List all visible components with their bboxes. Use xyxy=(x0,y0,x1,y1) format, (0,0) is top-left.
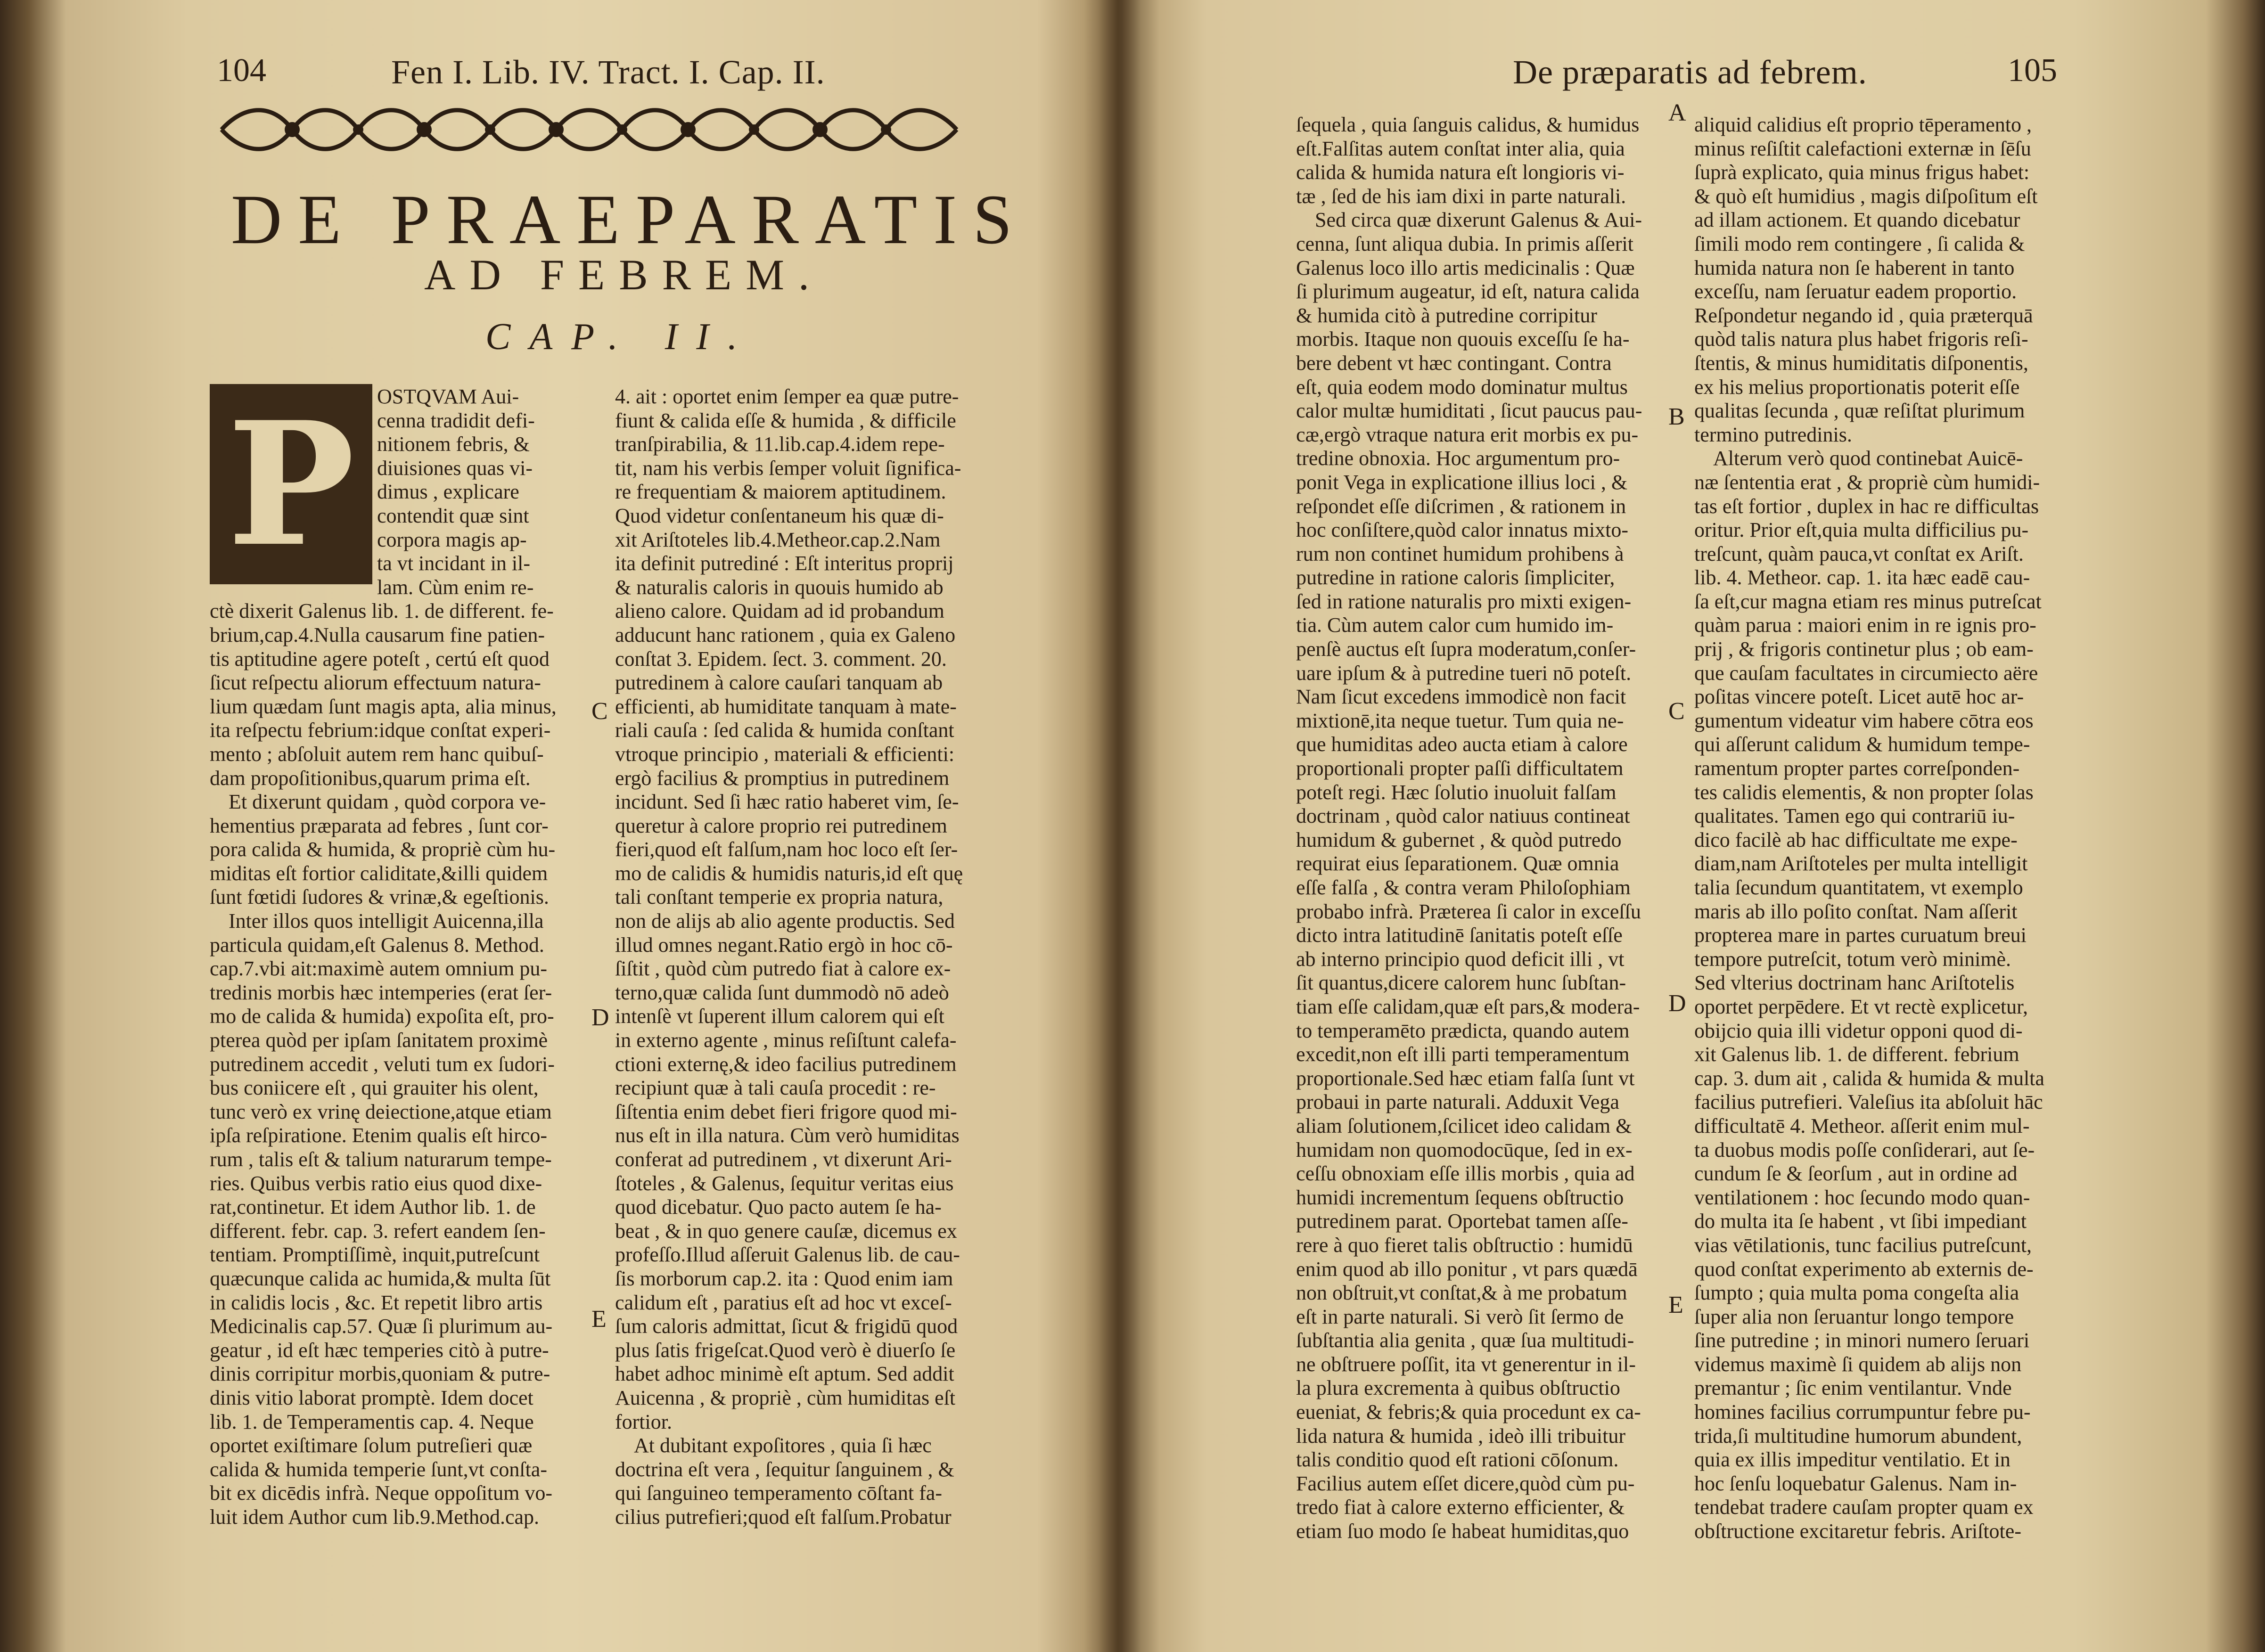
text-line: xit Galenus lib. 1. de different. febrium xyxy=(1694,1043,2019,1066)
text-line: ſequela , quia ſanguis calidus, & humidus xyxy=(1296,113,1640,136)
text-line: geatur , id eſt hæc temperies citò à putre- xyxy=(210,1338,549,1362)
text-line: ſumpto ; quia multa poma congeſta alia xyxy=(1694,1281,2019,1305)
text-line: re frequentiam & maiorem aptitudinem. xyxy=(615,480,946,504)
text-line: cap. 3. dum ait , calida & humida & multa xyxy=(1694,1066,2044,1090)
text-line: qualitates. Tamen ego qui contrariū iu- xyxy=(1694,804,2015,828)
text-line: poſitas vincere poteſt. Licet autē hoc ar- xyxy=(1694,685,2024,709)
margin-letter-c: C xyxy=(591,698,608,725)
text-line: ſubſtantia alia genita , quæ ſua multitudi- xyxy=(1296,1329,1634,1352)
chapter-title: DE PRAEPARATIS xyxy=(231,180,1028,259)
text-line: trida,ſi multitudine humorum abundent, xyxy=(1694,1424,2022,1448)
text-line: putredine in ratione caloris ſimpliciter, xyxy=(1296,566,1615,589)
text-line: ex his melius proportionatis poterit eſſe xyxy=(1694,375,2020,399)
text-line: rat,continetur. Et idem Author lib. 1. de xyxy=(210,1195,536,1219)
left-page-column-1 xyxy=(210,385,587,1529)
text-line: lib. 4. Metheor. cap. 1. ita hæc eadē cau- xyxy=(1694,566,2030,589)
text-line: ſtentis, & minus humiditatis diſponentis, xyxy=(1694,351,2028,375)
text-line: Sed circa quæ dixerunt Galenus & Aui- xyxy=(1315,208,1642,232)
text-line: At dubitant expoſitores , quia ſi hæc xyxy=(634,1434,932,1457)
text-line: conſtat 3. Epidem. ſect. 3. comment. 20. xyxy=(615,647,947,671)
text-line: Alterum verò quod continebat Auicē- xyxy=(1713,447,2023,470)
text-line: vtroque principio , materiali & efficienti: xyxy=(615,742,955,766)
text-line: in calidis locis , &c. Et repetit libro artis xyxy=(210,1291,543,1314)
text-line: OSTQVAM Aui- xyxy=(377,385,519,408)
text-line: poteſt regi. Hæc ſolutio inuoluit falſam xyxy=(1296,780,1617,804)
text-line: ta duobus modis poſſe conſiderari, aut ſe- xyxy=(1694,1138,2035,1161)
right-page-column-1 xyxy=(1296,113,1666,1544)
text-line: ſiſtit , quòd cùm putredo fiat à calore ex- xyxy=(615,957,951,981)
text-line: ergò facilius & promptius in putredinem xyxy=(615,766,950,790)
text-line: difficultatē 4. Metheor. aſſerit enim mul- xyxy=(1694,1114,2030,1137)
text-line: tes calidis elementis, & non propter ſolas xyxy=(1694,780,2034,804)
text-line: nitionem febris, & xyxy=(377,433,530,456)
text-line: facilius putrefieri. Valeſius ita abſoluit hāc xyxy=(1694,1090,2043,1114)
text-line: premantur ; ſic enim ventilantur. Vnde xyxy=(1694,1376,2012,1400)
text-line: tiam eſſe calidam,quæ eſt pars,& modera- xyxy=(1296,995,1640,1018)
text-line: reſpondet eſſe diſcrimen , & rationem in xyxy=(1296,494,1626,518)
text-line: & humida citò à putredine corripitur xyxy=(1296,303,1598,327)
text-line: eueniat, & febris;& quia procedunt ex ca- xyxy=(1296,1400,1641,1424)
text-line: lam. Cùm enim re- xyxy=(377,575,534,599)
text-line: bere debent vt hæc contingant. Contra xyxy=(1296,351,1612,375)
text-line: que humiditas adeo aucta etiam à calore xyxy=(1296,733,1628,756)
text-line: ſicut reſpectu aliorum effectuum natura- xyxy=(210,671,541,695)
text-line: calidum eſt , paratius eſt ad hoc vt exceſ- xyxy=(615,1291,952,1314)
right-page xyxy=(1122,0,2265,1652)
text-line: putredinem parat. Oportebat tamen aſſe- xyxy=(1296,1210,1628,1233)
text-line: recipiunt quæ à tali cauſa procedit : re- xyxy=(615,1076,936,1100)
text-line: rere à quo fieret talis obſtructio : humidū xyxy=(1296,1233,1633,1257)
text-line: putredinem accedit , veluti tum ex ſudori- xyxy=(210,1052,555,1076)
text-line: ad illam actionem. Et quando dicebatur xyxy=(1694,208,2020,232)
text-line: tentiam. Promptiſſimè, inquit,putreſcunt xyxy=(210,1243,540,1267)
text-line: calida & humida temperie ſunt,vt conſta- xyxy=(210,1457,547,1481)
text-line: incidunt. Sed ſi hæc ratio haberet vim, ſe- xyxy=(615,790,959,814)
text-line: illud omnes negant.Ratio ergò in hoc cō- xyxy=(615,933,953,957)
text-line: lida natura & humida , ideò illi tribuitur xyxy=(1296,1424,1625,1448)
page-number-right: 105 xyxy=(2008,52,2057,89)
text-line: lib. 1. de Temperamentis cap. 4. Neque xyxy=(210,1410,534,1433)
text-line: prij , & frigoris continetur plus ; ob eam- xyxy=(1694,638,2034,661)
text-line: treſcunt, quàm pauca,vt conſtat ex Ariſt. xyxy=(1694,542,2024,565)
text-line: propterea mare in partes curuatum breui xyxy=(1694,924,2027,947)
text-line: exceſſu, nam ſeruatur eadem proportio. xyxy=(1694,280,2017,303)
text-line: Quod videtur conſentaneum his quæ di- xyxy=(615,504,944,527)
text-line: doctrina eſt vera , ſequitur ſanguinem , & xyxy=(615,1457,954,1481)
right-page-column-2 xyxy=(1694,113,2052,1544)
text-line: rum , talis eſt & talium naturarum tempe- xyxy=(210,1148,552,1171)
text-line: ſum caloris admittat, ſicut & frigidū quod xyxy=(615,1315,958,1338)
text-line: ſunt fœtidi ſudores & vrinæ,& egeſtionis. xyxy=(210,885,549,909)
text-line: uare ipſum & à putredine tueri nō poteſt. xyxy=(1296,661,1632,685)
text-line: ponit Vega in explicatione illius loci , & xyxy=(1296,470,1628,494)
text-line: intenſè vt ſuperent illum calorem qui eſt xyxy=(615,1005,944,1028)
text-line: ſed in ratione naturalis pro mixti exigen- xyxy=(1296,589,1632,613)
text-line: xit Ariſtoteles lib.4.Metheor.cap.2.Nam xyxy=(615,528,941,551)
text-line: fieri,quod eſt falſum,nam hoc loco eſt ſer- xyxy=(615,838,958,861)
text-line: quod dicebatur. Quo pacto autem ſe ha- xyxy=(615,1195,942,1219)
text-line: fortior. xyxy=(615,1410,672,1433)
text-line: non de alijs ab alio agente productis. Sed xyxy=(615,909,955,933)
text-line: qui aſſerunt calidum & humidum tempe- xyxy=(1694,733,2030,756)
text-line: doctrinam , quòd calor natiuus contineat xyxy=(1296,804,1630,828)
text-line: in externo agente , minus reſiſtunt calefa- xyxy=(615,1029,957,1052)
text-line: rum non continet humidum prohibens à xyxy=(1296,542,1624,565)
text-line: dinis corripitur morbis,quoniam & putre- xyxy=(210,1362,550,1386)
text-line: profeſſo.Illud aſſeruit Galenus lib. de cau- xyxy=(615,1243,960,1267)
text-line: calor multæ humiditati , ſicut paucus pau- xyxy=(1296,399,1642,423)
text-line: humida natura non ſe haberent in tanto xyxy=(1694,256,2015,279)
text-line: tas eſt fortior , duplex in hac re difficultas xyxy=(1694,494,2039,518)
text-line: dicto intra latitudinē ſanitatis poteſt eſſe xyxy=(1296,924,1623,947)
page-number-left: 104 xyxy=(217,52,266,89)
text-line: miditas eſt fortior caliditate,&illi quidem xyxy=(210,861,548,885)
text-line: ſa eſt,cur magna etiam res minus putreſcat xyxy=(1694,589,2042,613)
text-line: calida & humida natura eſt longioris vi- xyxy=(1296,161,1625,184)
margin-letter-a: A xyxy=(1668,99,1686,126)
text-line: quàm parua : maiori enim in re ignis pro- xyxy=(1694,613,2036,637)
text-line: vias vētilationis, tunc facilius putreſcunt, xyxy=(1694,1233,2032,1257)
text-line: probaui in parte naturali. Adduxit Vega xyxy=(1296,1090,1619,1114)
text-line: cap.7.vbi ait:maximè autem omnium pu- xyxy=(210,957,548,981)
text-line: nus eſt in illa natura. Cùm verò humiditas xyxy=(615,1124,960,1147)
text-line: habet adhoc minimè eſt aptum. Sed addit xyxy=(615,1362,954,1386)
text-line: corpora magis ap- xyxy=(377,528,527,551)
text-line: que cauſam facultates in circumiecto aëre xyxy=(1694,661,2038,685)
margin-letter-c-right: C xyxy=(1668,698,1685,725)
text-line: alieno calore. Quidam ad id probandum xyxy=(615,599,944,623)
text-line: ctioni externę,& ideo facilius putredinem xyxy=(615,1052,957,1076)
text-line: eſſe falſa , & contra veram Philoſophiam xyxy=(1296,876,1631,899)
text-line: tredo fiat à calore externo efficienter, & xyxy=(1296,1496,1625,1519)
text-line: quia ex illis impeditur ventilatio. Et in xyxy=(1694,1448,2011,1472)
text-line: talia ſecundum quantitatem, vt exemplo xyxy=(1694,876,2023,899)
text-line: terno,quæ calida ſunt dummodò nō adeò xyxy=(615,981,949,1004)
text-line: Reſpondetur negando id , quia præterquā xyxy=(1694,303,2033,327)
text-line: ipſa reſpiratione. Etenim qualis eſt hirco- xyxy=(210,1124,547,1147)
text-line: diam,nam Ariſtoteles per multa intelligit xyxy=(1694,852,2028,875)
text-line: penſè auctus eſt ſupra moderatum,conſer- xyxy=(1296,638,1636,661)
text-line: quæcunque calida ac humida,& multa ſūt xyxy=(210,1267,551,1290)
text-line: enim quod ab illo ponitur , vt pars quædā xyxy=(1296,1257,1638,1281)
text-line: pterea quòd per ipſam ſanitatem proximè xyxy=(210,1029,548,1052)
text-line: cæ,ergò vtraque natura erit morbis ex pu- xyxy=(1296,423,1639,446)
chapter-subtitle: AD FEBREM. xyxy=(424,251,823,299)
text-line: tendebat tradere cauſam propter quam ex xyxy=(1694,1496,2034,1519)
text-line: qui ſanguineo temperamento cōſtant fa- xyxy=(615,1481,942,1505)
text-line: queretur à calore proprio rei putredinem xyxy=(615,814,947,837)
text-line: 4. ait : oportet enim ſemper ea quæ putre- xyxy=(615,385,959,408)
text-line: homines facilius corrumpuntur febre pu- xyxy=(1694,1400,2031,1424)
text-line: brium,cap.4.Nulla causarum fine patien- xyxy=(210,623,545,646)
text-line: tunc verò ex vrinę deiectione,atque etiam xyxy=(210,1100,552,1123)
text-line: ita reſpectu febrium:idque conſtat experi- xyxy=(210,719,551,742)
text-line: ſtoteles , & Galenus, ſequitur veritas eius xyxy=(615,1171,954,1195)
text-line: mo de calidis & humidis naturis,id eſt quę xyxy=(615,861,963,885)
text-line: ventilationem : hoc ſecundo modo quan- xyxy=(1694,1186,2030,1209)
text-line: ſi plurimum augeatur, id eſt, natura calida xyxy=(1296,280,1640,303)
decorated-initial-letter: P xyxy=(227,384,355,584)
text-line: obſtructione excitaretur febris. Ariſtote- xyxy=(1694,1520,2021,1543)
text-line: pora calida & humida, & propriè cùm hu- xyxy=(210,838,556,861)
text-line: oportet perpēdere. Et vt rectè explicetur, xyxy=(1694,995,2028,1018)
margin-letter-b: B xyxy=(1668,403,1685,430)
text-line: different. febr. cap. 3. refert eandem ſen- xyxy=(210,1219,546,1243)
text-line: oportet exiſtimare ſolum putreſieri quæ xyxy=(210,1434,533,1457)
text-line: mixtionē,ita neque tuetur. Tum quia ne- xyxy=(1296,709,1624,732)
margin-letter-e: E xyxy=(591,1306,607,1333)
text-line: Nam ſicut excedens immodicè non facit xyxy=(1296,685,1626,709)
text-line: morbis. Itaque non quouis exceſſu ſe ha- xyxy=(1296,327,1630,351)
text-line: cenna, ſunt aliqua dubia. In primis aſſerit xyxy=(1296,232,1634,255)
text-line: particula quidam,eſt Galenus 8. Method. xyxy=(210,933,544,957)
text-line: fiunt & calida eſſe & humida , & difficile xyxy=(615,409,956,432)
text-line: ne obſtruere poſſit, ita vt generentur in il- xyxy=(1296,1352,1636,1376)
text-line: to temperamēto prædicta, quando autem xyxy=(1296,1019,1630,1042)
text-line: mo de calida & humida) expoſita eſt, pro- xyxy=(210,1005,554,1028)
text-line: dinis vitio laborat promptè. Idem docet xyxy=(210,1386,533,1409)
text-line: mento ; abſoluit autem rem hanc quibuſ- xyxy=(210,742,544,766)
text-line: la plura excrementa à quibus obſtructio xyxy=(1296,1376,1620,1400)
text-line: etiam ſuo modo ſe habeat humiditas,quo xyxy=(1296,1520,1629,1543)
text-line: ab interno principio quod deficit illi , vt xyxy=(1296,947,1625,971)
text-line: efficienti, ab humiditate tanquam à mate- xyxy=(615,695,957,718)
text-line: lium quædam ſunt magis apta, alia minus, xyxy=(210,695,557,718)
text-line: luit idem Author cum lib.9.Method.cap. xyxy=(210,1505,540,1529)
text-line: ſine putredine ; in minori numero ſeruari xyxy=(1694,1329,2030,1352)
text-line: Medicinalis cap.57. Quæ ſi plurimum au- xyxy=(210,1315,553,1338)
text-line: aliquid calidius eſt proprio tēperamento , xyxy=(1694,113,2032,136)
text-line: oritur. Prior eſt,quia multa difficilius pu- xyxy=(1694,518,2029,542)
text-line: qualitas ſecunda , quæ reſiſtat plurimum xyxy=(1694,399,2025,423)
text-line: dimus , explicare xyxy=(377,480,519,504)
text-line: gumentum videatur vim habere cōtra eos xyxy=(1694,709,2034,732)
text-line: minus reſiſtit calefactioni externæ in ſēſu xyxy=(1694,137,2031,160)
text-line: quod conſtat experimento ab externis de- xyxy=(1694,1257,2034,1281)
text-line: ſimili modo rem contingere , ſi calida & xyxy=(1694,232,2025,255)
text-line: ſit quantus,dicere calorem hunc ſubſtan- xyxy=(1296,971,1626,995)
text-line: ries. Quibus verbis ratio eius quod dixe- xyxy=(210,1171,542,1195)
text-line: tranſpirabilia, & 11.lib.cap.4.idem repe- xyxy=(615,433,945,456)
left-page xyxy=(0,0,1112,1652)
margin-letter-d: D xyxy=(591,1004,609,1031)
text-line: probabo infrà. Præterea ſi calor in exceſſu xyxy=(1296,900,1641,923)
text-line: næ ſententia erat , & propriè cùm humidi- xyxy=(1694,470,2040,494)
text-line: ſuper alia non ſeruantur longo tempore xyxy=(1694,1305,2014,1328)
text-line: contendit quæ sint xyxy=(377,504,529,527)
text-line: do multa ita ſe habent , vt ſibi impediant xyxy=(1694,1210,2027,1233)
text-line: humidum & gubernet , & quòd putredo xyxy=(1296,828,1622,851)
text-line: eſt.Falſitas autem conſtat inter alia, quia xyxy=(1296,137,1625,160)
text-line: tis aptitudine agere poteſt , certú eſt quod xyxy=(210,647,550,671)
text-line: tit, nam his verbis ſemper voluit ſignifica- xyxy=(615,456,961,480)
text-line: excedit,non eſt illi parti temperamentum xyxy=(1296,1043,1630,1066)
text-line: hementius præparata ad febres , ſunt cor- xyxy=(210,814,549,837)
text-line: humidi incrementum ſequens obſtructio xyxy=(1296,1186,1624,1209)
text-line: Facilius autem eſſet dicere,quòd cùm pu- xyxy=(1296,1472,1635,1495)
text-line: plus ſatis frigeſcat.Quod verò è diuerſo ſe xyxy=(615,1338,956,1362)
text-line: dico facilè ab hac difficultate me expe- xyxy=(1694,828,2018,851)
left-page-column-2 xyxy=(615,385,987,1529)
text-line: ſis morborum cap.2. ita : Quod enim iam xyxy=(615,1267,953,1290)
text-line: eſt in parte naturali. Si verò ſit ſermo de xyxy=(1296,1305,1624,1328)
text-line: talis conditio quod eſt rationi cōſonum. xyxy=(1296,1448,1619,1472)
text-line: maris ab illo poſito conſtat. Nam aſſerit xyxy=(1694,900,2018,923)
text-line: dam propoſitionibus,quarum prima eſt. xyxy=(210,766,531,790)
text-line: conferat ad putredinem , vt dixerunt Ari- xyxy=(615,1148,952,1171)
text-line: obijcio quia illi videtur opponi quod di- xyxy=(1694,1019,2023,1042)
text-line: Auicenna , & propriè , cùm humiditas eſt xyxy=(615,1386,956,1409)
text-line: humidam non quomodocūque, ſed in ex- xyxy=(1296,1138,1633,1161)
text-line: eſt, quia eodem modo dominatur multus xyxy=(1296,375,1628,399)
margin-letter-d-right: D xyxy=(1668,990,1686,1017)
text-line: ceſſu obnoxiam eſſe illis morbis , quia ad xyxy=(1296,1162,1635,1186)
text-line: Inter illos quos intelligit Auicenna,illa xyxy=(229,909,544,933)
text-line: putredinem à calore cauſari tanquam ab xyxy=(615,671,943,695)
text-line: & naturalis caloris in quouis humido ab xyxy=(615,575,944,599)
text-line: ſuprà explicato, quia minus frigus habet: xyxy=(1694,161,2030,184)
text-line: tredine obnoxia. Hoc argumentum pro- xyxy=(1296,447,1620,470)
text-line: ta vt incidant in il- xyxy=(377,552,531,575)
running-head-left: Fen I. Lib. IV. Tract. I. Cap. II. xyxy=(391,53,825,91)
text-line: & quò eſt humidius , magis diſpoſitum eſt xyxy=(1694,184,2038,208)
text-line: cenna tradidit defi- xyxy=(377,409,535,432)
text-line: proportionali propter paſſi difficultatem xyxy=(1296,757,1624,780)
text-line: bus coniicere eſt , qui grauiter his olent, xyxy=(210,1076,539,1100)
text-line: tali conſtant temperie ex propria natura, xyxy=(615,885,944,909)
text-line: ita definit putrediné : Eſt interitus proprij xyxy=(615,552,954,575)
text-line: ramentum propter partes correſponden- xyxy=(1694,757,2020,780)
text-line: quòd talis natura plus habet frigoris reſi- xyxy=(1694,327,2028,351)
text-line: ctè dixerit Galenus lib. 1. de different. fe- xyxy=(210,599,554,623)
running-head-right: De præparatis ad febrem. xyxy=(1513,53,1867,91)
text-line: tempore putreſcit, totum verò minimè. xyxy=(1694,947,2011,971)
text-line: cundum ſe & ſeorſum , aut in ordine ad xyxy=(1694,1162,2018,1186)
text-line: requirat eius ſeparationem. Quæ omnia xyxy=(1296,852,1619,875)
text-line: diuisiones quas vi- xyxy=(377,456,533,480)
margin-letter-e-right: E xyxy=(1668,1292,1683,1318)
text-line: riali cauſa : ſed calida & humida conſtant xyxy=(615,719,954,742)
text-line: adducunt hanc rationem , quia ex Galeno xyxy=(615,623,956,646)
text-line: ſiſtentia enim debet fieri frigore quod mi- xyxy=(615,1100,957,1123)
text-line: beat , & in quo genere cauſæ, dicemus ex xyxy=(615,1219,957,1243)
text-line: cilius putrefieri;quod eſt falſum.Probatur xyxy=(615,1505,952,1529)
text-line: hoc ſenſu loquebatur Galenus. Nam in- xyxy=(1694,1472,2017,1495)
text-line: tia. Cùm autem calor cum humido im- xyxy=(1296,613,1614,637)
chapter-number: CAP. II. xyxy=(485,316,756,358)
text-line: videmus maximè ſi quidem ab alijs non xyxy=(1694,1352,2022,1376)
ornamental-headpiece xyxy=(217,99,961,160)
text-line: Sed vlterius doctrinam hanc Ariſtotelis xyxy=(1694,971,2015,995)
text-line: tredinis morbis hæc intemperies (erat ſer- xyxy=(210,981,552,1004)
text-line: tæ , ſed de his iam dixi in parte naturali. xyxy=(1296,184,1626,208)
text-line: termino putredinis. xyxy=(1694,423,1852,446)
text-line: proportionale.Sed hæc etiam falſa ſunt vt xyxy=(1296,1066,1635,1090)
text-line: Galenus loco illo artis medicinalis : Quæ xyxy=(1296,256,1635,279)
text-line: bit ex dicēdis infrà. Neque oppoſitum vo- xyxy=(210,1481,553,1505)
text-line: hoc conſiſtere,quòd calor innatus mixto- xyxy=(1296,518,1629,542)
text-line: Et dixerunt quidam , quòd corpora ve- xyxy=(229,790,546,814)
text-line: non obſtruit,vt conſtat,& à me probatum xyxy=(1296,1281,1627,1305)
text-line: aliam ſolutionem,ſcilicet ideo calidam & xyxy=(1296,1114,1632,1137)
